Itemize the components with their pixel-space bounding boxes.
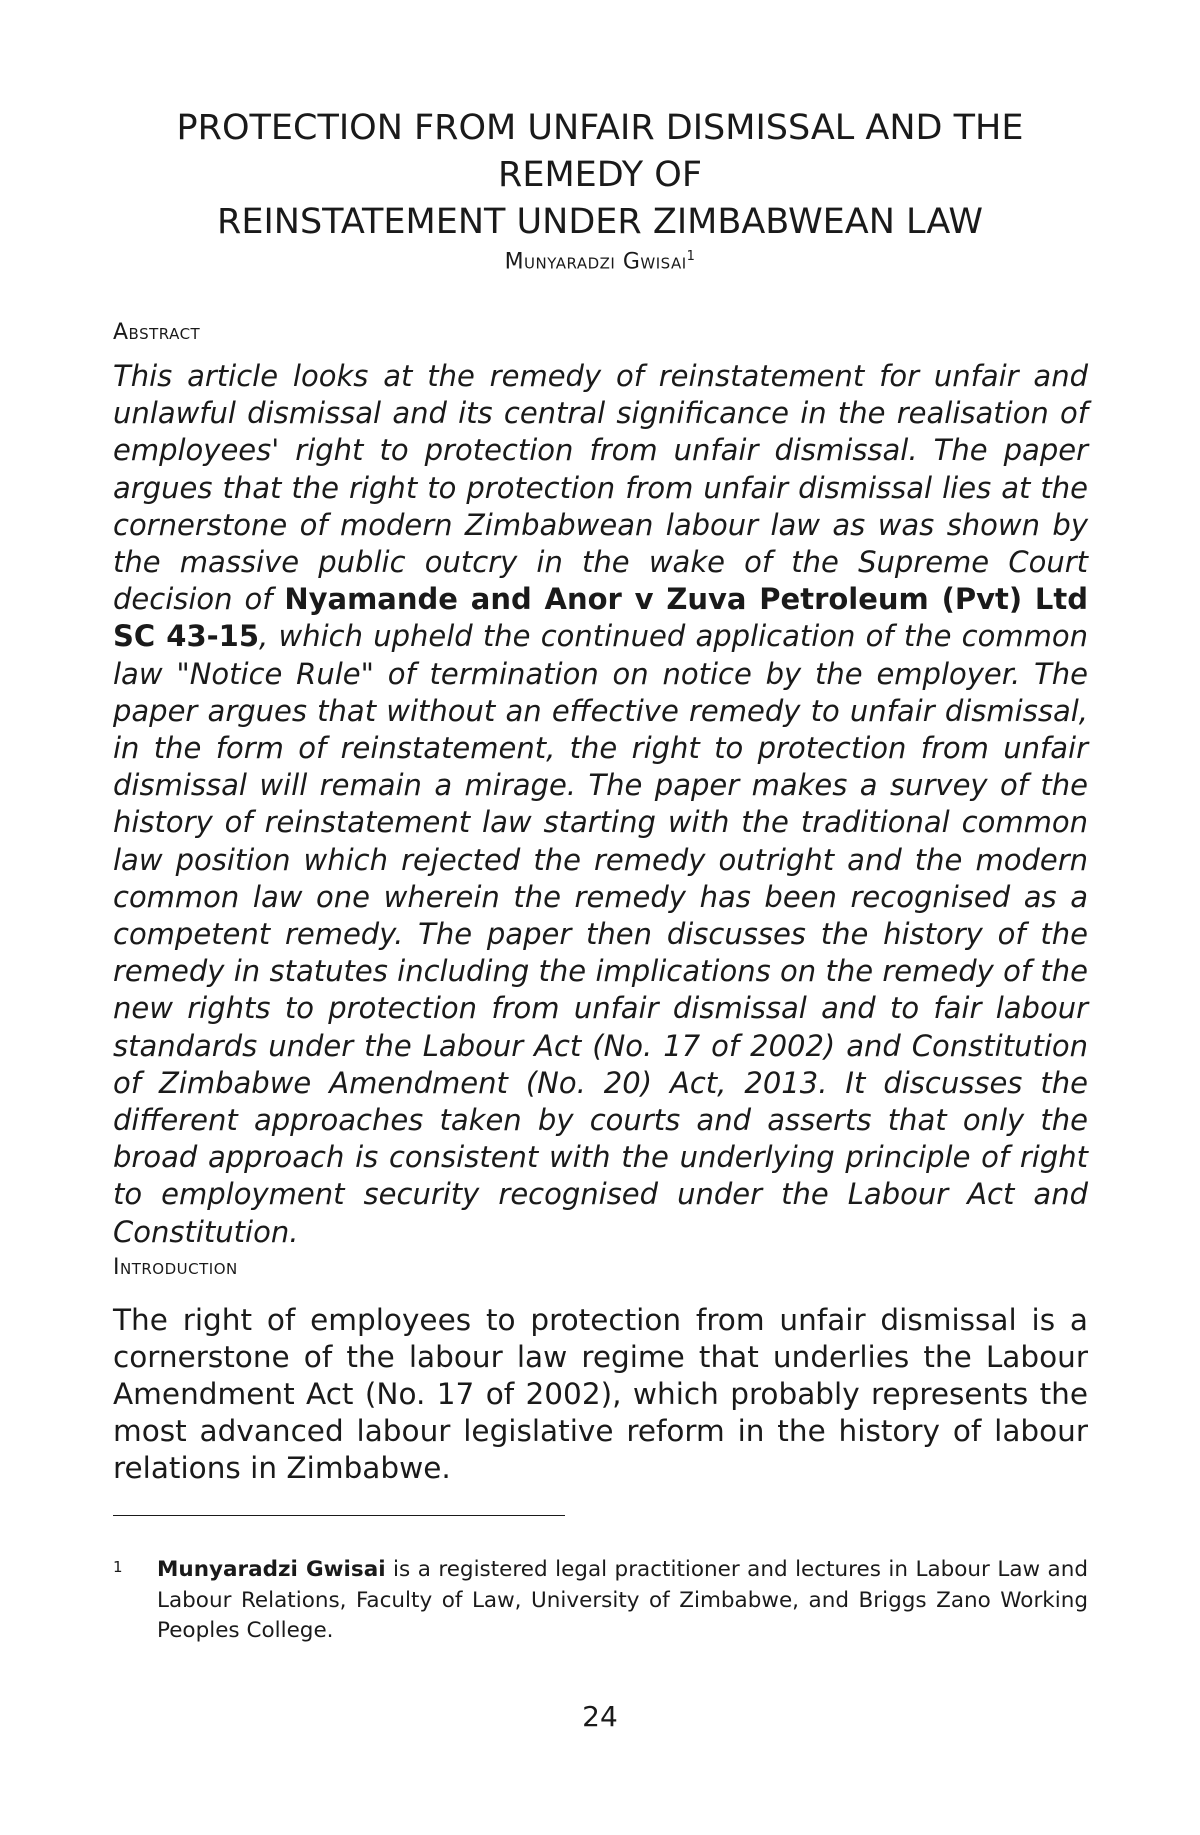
page-number: 24 — [582, 1700, 618, 1733]
author-byline — [100, 243, 1100, 276]
title-line-1: PROTECTION FROM UNFAIR DISMISSAL AND THE REMEDY OF — [176, 108, 1024, 195]
footnote-description: is a registered legal practitioner and lectures in Labour Law and Labour Relations, Faculty of Law, University of Zimbabwe, and Briggs Zano Working Peoples College. — [157, 1557, 1088, 1643]
abstract-body — [113, 358, 1088, 1251]
footnote — [113, 1555, 1088, 1647]
title-line-2: REINSTATEMENT UNDER ZIMBABWEAN LAW — [217, 202, 983, 242]
footnote-author-name: Munyaradzi Gwisai — [157, 1557, 386, 1582]
author-name: Munyaradzi Gwisai — [504, 249, 687, 275]
abstract-text-part-2: , which upheld the continued application of the common law "Notice Rule" of termination on notice by the employer. The paper argues that without an effective remedy to unfair dismissal, in the form of reinstatement, the right to protection from unfair dismissal will remain a mirage. The paper makes a survey of the history of reinstatement law starting with the traditional common law position which rejected the remedy outright and the modern common law one wherein the remedy has been recognised as a competent remedy. The paper then discusses the history of the remedy in statutes including the implications on the remedy of the new rights to protection from unfair dismissal and to fair labour standards under the Labour Act (No. 17 of 2002) and Constitution of Zimbabwe Amendment (No. 20) Act, 2013. It discusses the different approaches taken by courts and asserts that only the broad approach is consistent with the underlying principle of right to employment security recognised under the Labour Act and Constitution. — [113, 619, 1088, 1249]
footnote-text — [157, 1555, 1088, 1647]
abstract-heading: Abstract — [113, 320, 201, 345]
footnote-divider — [113, 1515, 565, 1516]
abstract-text-part-1: This article looks at the remedy of reinstatement for unfair and unlawful dismissal and its central significance in the realisation of employees' right to protection from unfair dismissal. The paper argues that the right to protection from unfair dismissal lies at the cornerstone of modern Zimbabwean labour law as was shown by the massive public outcry in the wake of the Supreme Court decision of — [113, 359, 1088, 617]
case-citation: Nyamande and Anor v Zuva Petroleum (Pvt) Ltd SC 43-15 — [113, 582, 1088, 654]
introduction-heading: Introduction — [113, 1255, 238, 1280]
author-footnote-mark[interactable]: 1 — [686, 249, 696, 264]
article-title — [100, 105, 1100, 246]
introduction-paragraph: The right of employees to protection from unfair dismissal is a cornerstone of the labour law regime that underlies the Labour Amendment Act (No. 17 of 2002), which probably represents the most advanced labour legislative reform in the history of labour relations in Zimbabwe. — [113, 1303, 1088, 1485]
footnote-number: 1 — [113, 1558, 123, 1576]
